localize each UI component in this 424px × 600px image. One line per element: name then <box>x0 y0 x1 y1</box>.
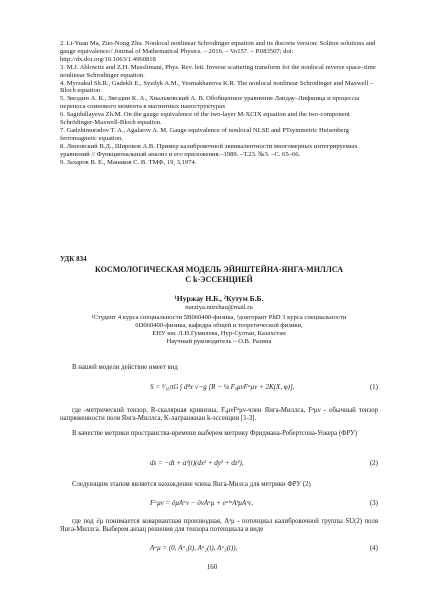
body-paragraph: где под ∂μ понимается ковариантная производная, Aᵃμ - потенциал калибровочной группы SU(2) поля Янга-Миллса. Выберем анзац решения для тензора потенциала в виде <box>60 518 378 534</box>
title-line: КОСМОЛОГИЧЕСКАЯ МОДЕЛЬ ЭЙНШТЕЙНА-ЯНГА-МИЛЛСА <box>95 265 343 274</box>
body-paragraph: В нашей модели действие имеет вид <box>72 364 178 371</box>
article-title <box>60 265 378 284</box>
body-paragraph: В качестве метрики пространства-времени выберем метрику Фридмана-Робертсона-Уокера (ФРУ) <box>72 430 358 437</box>
equation-number: (1) <box>369 383 378 391</box>
affiliation-line: 6D060400-физика, кафедра общей и теоретической физики, <box>135 322 303 329</box>
author-email: nurziya.nurzhau@mail.ru <box>185 304 253 311</box>
reference-item: 7. Gadzhimuradov T. A., Agalarov A. M. Gauge equivalence of nonlocal NLSE and PTsymmetric Heisenberg ferromagnetic equation. <box>60 126 349 142</box>
equation-number: (4) <box>369 544 378 552</box>
reference-item: 8. Липовский В.Д., Широков А.В. Пример калибровочной эквивалентности многомерных интегрируемых уравнений // Функциональный анализ и его приложения.–1989. –Т.23. №3. –С. 65–66. <box>60 142 358 158</box>
supervisor-line: Научный руководитель – О.В. Разина <box>166 338 272 345</box>
equation-number: (3) <box>369 499 378 507</box>
reference-item: 6. Sagidullayeva Zh.M. On the gauge equivalence of the two-layer M-XCIX equation and the two-component Schrödinger-Maxwell-Bloch equation. <box>60 111 350 127</box>
page-number: 160 <box>206 563 218 571</box>
equation-number: (2) <box>369 459 378 467</box>
equation-3 <box>60 498 378 512</box>
reference-item: 9. Захаров В. Е., Манаков С. В. ТМФ, 19, 3,1974. <box>60 158 197 166</box>
equation-2 <box>60 458 378 472</box>
reference-list <box>60 40 378 167</box>
udk-code: УДК 834 <box>60 255 87 263</box>
body-paragraph: Следующим этапом является нахождение члена Янга-Милса для метрики ФРУ (2) <box>72 481 311 488</box>
reference-item: 4. Myrzakul Sh.R., Gadekli E., Syzdyk A.M., Yesmakhanova K.R. The nonlocal nonlinear Schrodinger and Maxwell – Bloch equation <box>60 79 374 95</box>
reference-item: 5. Звездин А. К., Звездин К. А., Хвальковский А. В. Обобщенное уравнение Ландау–Лифшица и процессы переноса спинового момента в магнитных наноструктурах <box>60 95 360 111</box>
equation-formula: Aᵃμ = (0, Aᵃ₁(t), Aᵃ₂(t), Aᵃ₃(t)), <box>150 544 238 552</box>
equation-4 <box>60 543 378 557</box>
affiliation-line: ЕНУ им. Л.Н.Гумилева, Нур-Султан, Казахстан <box>152 330 286 337</box>
affiliation <box>60 314 378 346</box>
equation-1 <box>60 382 378 396</box>
reference-item: 2. Li-Yuan Ma, Zuo-Nong Zhu. Nonlocal nonlinear Schrodinger equation and its discrete version: Soliton solutions and gauge equivalence// Journal of Mathematical Physics. – 2016. – Vo157. – P.083507; doi: http://dx.doi.org/10.1063/1.4960818 <box>60 40 376 63</box>
equation-formula: S = ¹⁄₁₆πG ∫ d⁴x √−g [R − ¼ FₐμνFᵃμν + 2K(X, φ)], <box>150 383 295 391</box>
affiliation-line: ¹Студент 4 курса специальности 5В060400-физика, ²докторант PhD 3 курса специальности <box>91 314 347 321</box>
equation-formula: ds = −dt + a²(t)(dx² + dy² + dz²), <box>150 459 244 467</box>
equation-formula: Fᵃμν = ∂μAᵃν − ∂νAᵃμ + eᵃᵇᶜAᵇμAᶜν, <box>150 499 253 507</box>
reference-item: 3. M.J. Ablowitz and Z.H. Musslimani, Phys. Rev. lett. Inverse scattering transform for the nonlocal reverse space–time nonlinear Schrodinger equation. <box>60 63 376 79</box>
body-paragraph: где -метрический тензор, R-скалярная кривизна, FₐμνFᵃμν-член Янга-Миллса, Fᵃμν - обычный тензор напряженности поля Янга-Миллса, K-лагранжиан k-эссенции [1-3]. <box>60 407 378 423</box>
authors: ¹Нуржау Н.Б., ²Кутум Б.Б. <box>174 294 264 303</box>
title-line: С k-ЭССЕНЦИЕЙ <box>185 274 253 284</box>
